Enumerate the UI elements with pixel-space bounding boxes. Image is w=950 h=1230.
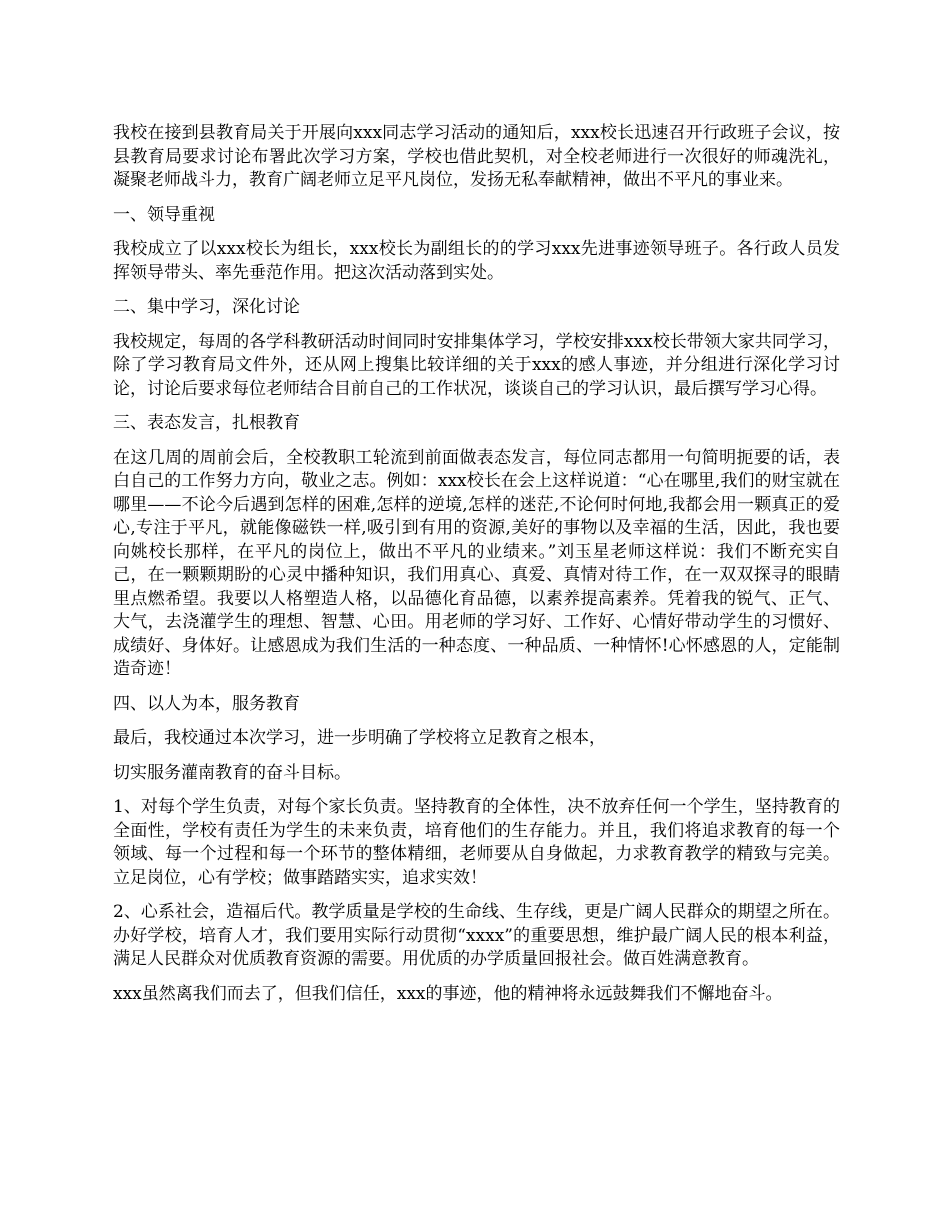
section-heading-statement: 三、表态发言，扎根教育 bbox=[113, 413, 300, 433]
leadership-paragraph: 我校成立了以xxx校长为组长，xxx校长为副组长的的学习xxx先进事迹领导班子。各行政人员发挥领导带头、率先垂范作用。把这次活动落到实处。 bbox=[113, 239, 840, 283]
service-paragraph-2: 切实服务灌南教育的奋斗目标。 bbox=[113, 762, 351, 783]
statement-paragraph: 在这几周的周前会后，全校教职工轮流到前面做表态发言，每位同志都用一句简明扼要的话，表白自己的工作努力方向，敬业之志。例如：xxx校长在会上这样说道：“心在哪里,我们的财宝就在哪里——不论今后遇到怎样的困难,怎样的逆境,怎样的迷茫,不论何时何地,我都会用一颗真正的爱心,专注于平凡，就能像磁铁一样,吸引到有用的资源,美好的事物以及幸福的生活，因此，我也要向姚校长那样，在平凡的岗位上，做出不平凡的业绩来。”刘玉星老师这样说：我们不断充实自己，在一颗颗期盼的心灵中播种知识，我们用真心、真爱、真情对待工作，在一双双探寻的眼睛里点燃希望。我要以人格塑造人格，以品德化育品德，以素养提高素养。凭着我的锐气、正气、大气，去浇灌学生的理想、智慧、心田。用老师的学习好、工作好、心情好带动学生的习惯好、成绩好、身体好。让感恩成为我们生活的一种态度、一种品质、一种情怀!心怀感恩的人，定能制造奇迹！ bbox=[113, 447, 840, 679]
point-1-paragraph: 1、对每个学生负责，对每个家长负责。坚持教育的全体性，决不放弃任何一个学生，坚持教育的全面性，学校有责任为学生的未来负责，培育他们的生存能力。并且，我们将追求教育的每一个领域、每一个过程和每一个环节的整体精细，老师要从自身做起，力求教育教学的精致与完美。立足岗位，心有学校；做事踏踏实实，追求实效！ bbox=[113, 797, 840, 888]
study-paragraph: 我校规定，每周的各学科教研活动时间同时安排集体学习，学校安排xxx校长带领大家共同学习，除了学习教育局文件外，还从网上搜集比较详细的关于xxx的感人事迹，并分组进行深化学习讨论，讨论后要求每位老师结合目前自己的工作状况，谈谈自己的学习认识，最后撰写学习心得。 bbox=[113, 331, 840, 399]
point-2-paragraph: 2、心系社会，造福后代。教学质量是学校的生命线、生存线，更是广阔人民群众的期望之所在。办好学校，培育人才，我们要用实际行动贯彻“xxxx”的重要思想，维护最广阔人民的根本利益，满足人民群众对优质教育资源的需要。用优质的办学质量回报社会。做百姓满意教育。 bbox=[113, 902, 840, 969]
closing-paragraph: xxx虽然离我们而去了，但我们信任，xxx的事迹，他的精神将永远鼓舞我们不懈地奋斗。 bbox=[113, 983, 783, 1004]
document-page bbox=[113, 122, 840, 1017]
service-paragraph-1: 最后，我校通过本次学习，进一步明确了学校将立足教育之根本， bbox=[113, 728, 606, 748]
intro-paragraph: 我校在接到县教育局关于开展向xxx同志学习活动的通知后，xxx校长迅速召开行政班子会议，按县教育局要求讨论布署此次学习方案，学校也借此契机，对全校老师进行一次很好的师魂洗礼，凝聚老师战斗力，教育广阔老师立足平凡岗位，发扬无私奉献精神，做出不平凡的事业来。 bbox=[113, 123, 840, 190]
section-heading-leadership: 一、领导重视 bbox=[113, 204, 215, 225]
section-heading-study: 二、集中学习，深化讨论 bbox=[113, 297, 300, 317]
section-heading-service: 四、以人为本，服务教育 bbox=[113, 693, 300, 714]
